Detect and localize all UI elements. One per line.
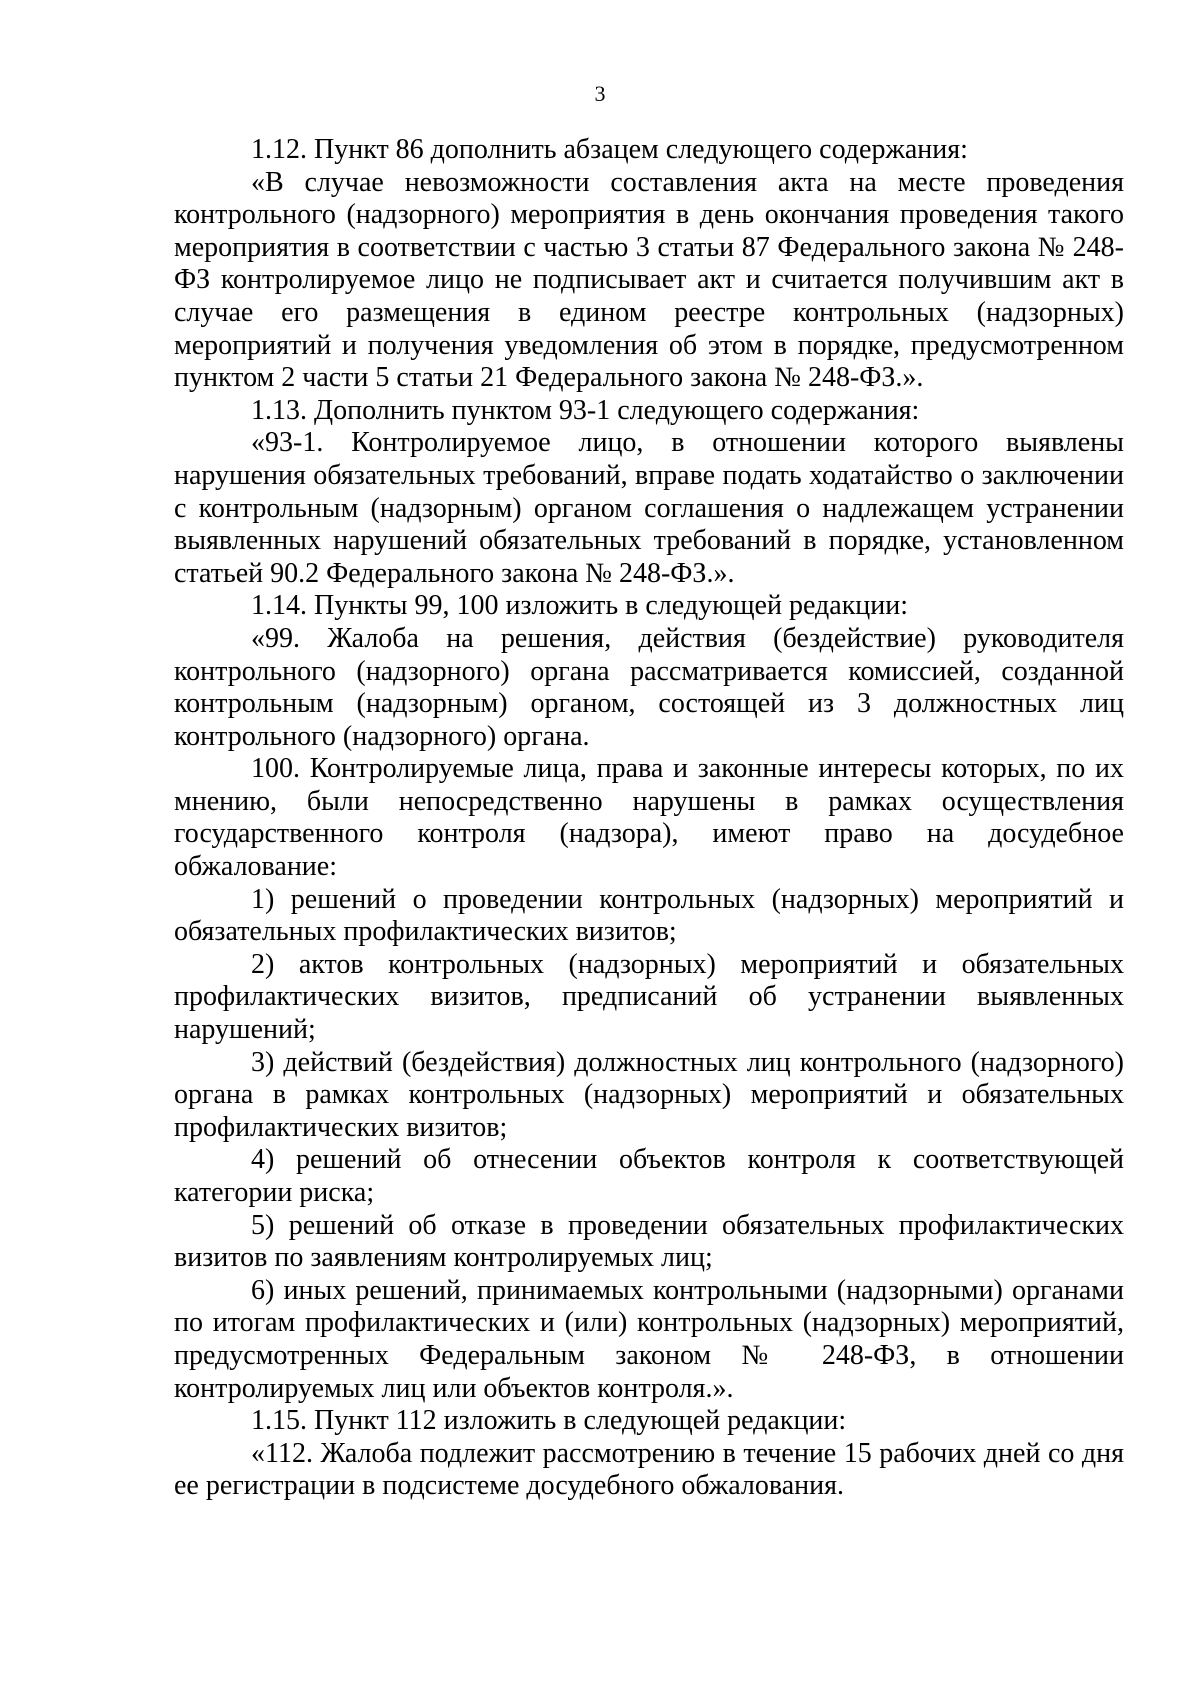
paragraph-112: «112. Жалоба подлежит рассмотрению в течение 15 рабочих дней со дня ее регистрации в подсистеме досудебного обжалования.: [174, 1437, 1124, 1502]
list-item-5: 5) решений об отказе в проведении обязательных профилактических визитов по заявлениям контролируемых лиц;: [174, 1209, 1124, 1274]
document-body: [174, 134, 1124, 1503]
page-number: 3: [594, 81, 606, 106]
paragraph-1-13: 1.13. Дополнить пунктом 93-1 следующего содержания:: [251, 394, 920, 426]
list-item-3: 3) действий (бездействия) должностных лиц контрольного (надзорного) органа в рамках контрольных (надзорных) мероприятий и обязательных профилактических визитов;: [174, 1046, 1124, 1143]
paragraph-100: 100. Контролируемые лица, права и законные интересы которых, по их мнению, были непосредственно нарушены в рамках осуществления государственного контроля (надзора), имеют право на досудебное обжалование:: [174, 753, 1124, 883]
list-item-2: 2) актов контрольных (надзорных) мероприятий и обязательных профилактических визитов, предписаний об устранении выявленных нарушений;: [174, 948, 1124, 1046]
paragraph-1-12: 1.12. Пункт 86 дополнить абзацем следующего содержания:: [251, 134, 968, 165]
paragraph-93-1: «93-1. Контролируемое лицо, в отношении которого выявлены нарушения обязательных требований, вправе подать ходатайство о заключении с контрольным (надзорным) органом соглашения о надлежащем устранении выявленных нарушений обязательных требований в порядке, установленном статьей 90.2 Федерального закона № 248-ФЗ.».: [174, 427, 1124, 589]
paragraph-1-15: 1.15. Пункт 112 изложить в следующей редакции:: [251, 1405, 847, 1437]
paragraph-1-12-text: «В случае невозможности составления акта на месте проведения контрольного (надзорного) мероприятия в день окончания проведения такого мероприятия в соответствии с частью 3 статьи 87 Федерального закона № 248-ФЗ контролируемое лицо не подписывает акт и считается получившим акт в случае его размещения в едином реестре контрольных (надзорных) мероприятий и получения уведомления об этом в порядке, предусмотренном пунктом 2 части 5 статьи 21 Федерального закона № 248-ФЗ.».: [174, 166, 1124, 394]
list-item-1: 1) решений о проведении контрольных (надзорных) мероприятий и обязательных профилактических визитов;: [174, 883, 1124, 948]
paragraph-1-14: 1.14. Пункты 99, 100 изложить в следующей редакции:: [251, 590, 909, 622]
paragraph-99: «99. Жалоба на решения, действия (бездействие) руководителя контрольного (надзорного) органа рассматривается комиссией, созданной контрольным (надзорным) органом, состоящей из 3 должностных лиц контрольного (надзорного) органа.: [174, 622, 1124, 752]
list-item-6: 6) иных решений, принимаемых контрольными (надзорными) органами по итогам профилактических и (или) контрольных (надзорных) мероприятий, предусмотренных Федеральным законом № 248-ФЗ, в отношении контролируемых лиц или объектов контроля.».: [174, 1274, 1124, 1404]
list-item-4: 4) решений об отнесении объектов контроля к соответствующей категории риска;: [174, 1144, 1124, 1208]
